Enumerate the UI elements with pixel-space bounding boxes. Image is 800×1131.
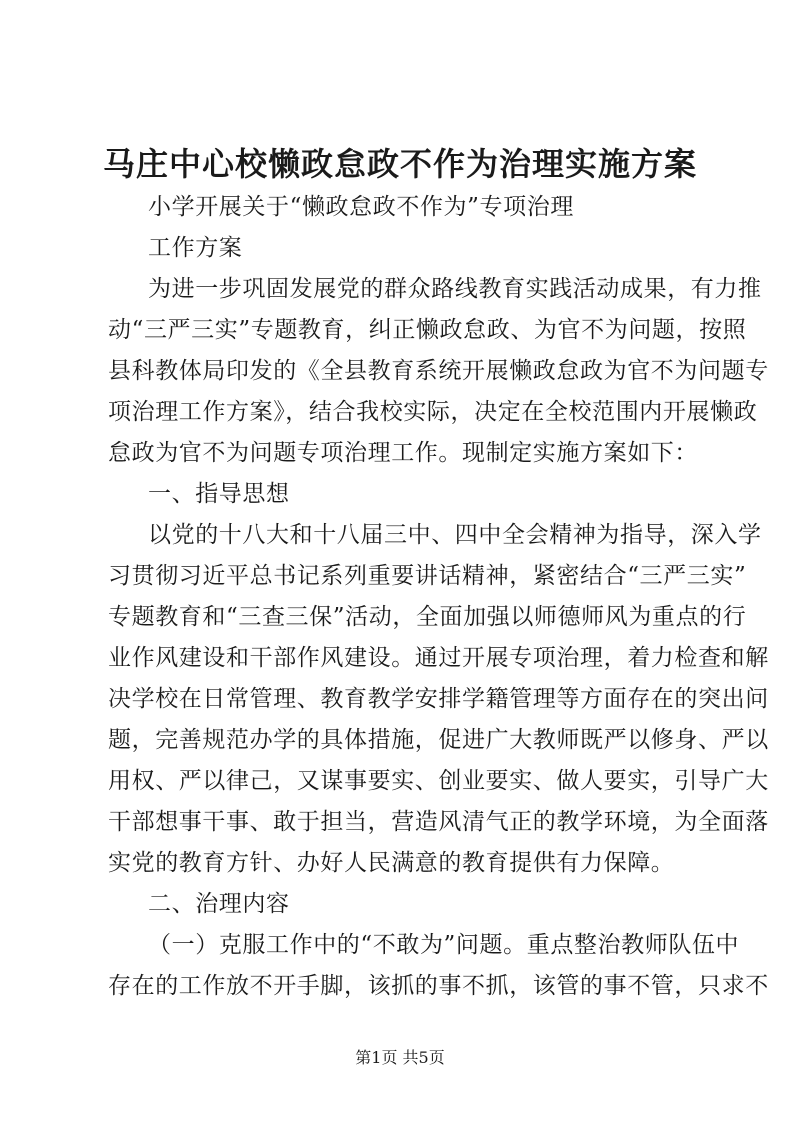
body-line: 动“三严三实”专题教育，纠正懒政怠政、为官不为问题，按照 [108,317,747,343]
body-line: 题，完善规范办学的具体措施，促进广大教师既严以修身、严以 [108,727,769,753]
body-line: 决学校在日常管理、教育教学安排学籍管理等方面存在的突出问 [108,686,769,712]
body-line: 县科教体局印发的《全县教育系统开展懒政怠政为官不为问题专 [108,358,769,384]
body-line-subtitle-1: 小学开展关于“懒政怠政不作为”专项治理 [148,194,574,220]
body-line: 专题教育和“三查三保”活动，全面加强以师德师风为重点的行 [108,604,747,630]
body-line: 业作风建设和干部作风建设。通过开展专项治理，着力检查和解 [108,645,769,671]
body-line: 怠政为官不为问题专项治理工作。现制定实施方案如下： [108,440,698,466]
body-line: （一）克服工作中的“不敢为”问题。重点整治教师队伍中 [148,932,740,958]
body-line: 项治理工作方案》，结合我校实际，决定在全校范围内开展懒政 [108,399,758,425]
body-line: 以党的十八大和十八届三中、四中全会精神为指导，深入学 [148,522,762,548]
body-line: 存在的工作放不开手脚，该抓的事不抓，该管的事不管，只求不 [108,973,769,999]
body-line: 习贯彻习近平总书记系列重要讲话精神，紧密结合“三严三实” [108,563,747,589]
body-line: 为进一步巩固发展党的群众路线教育实践活动成果，有力推 [148,276,762,302]
page-title: 马庄中心校懒政怠政不作为治理实施方案 [102,145,697,183]
body-line: 干部想事干事、敢于担当，营造风清气正的教学环境，为全面落 [108,809,769,835]
body-line: 实党的教育方针、办好人民满意的教育提供有力保障。 [108,850,675,876]
body-line-subtitle-2: 工作方案 [148,235,243,261]
body-line: 用权、严以律己，又谋事要实、创业要实、做人要实，引导广大 [108,768,769,794]
page-number-footer: 第1页 共5页 [355,1048,445,1067]
section-heading: 一、指导思想 [148,481,290,507]
section-heading: 二、治理内容 [148,891,290,917]
